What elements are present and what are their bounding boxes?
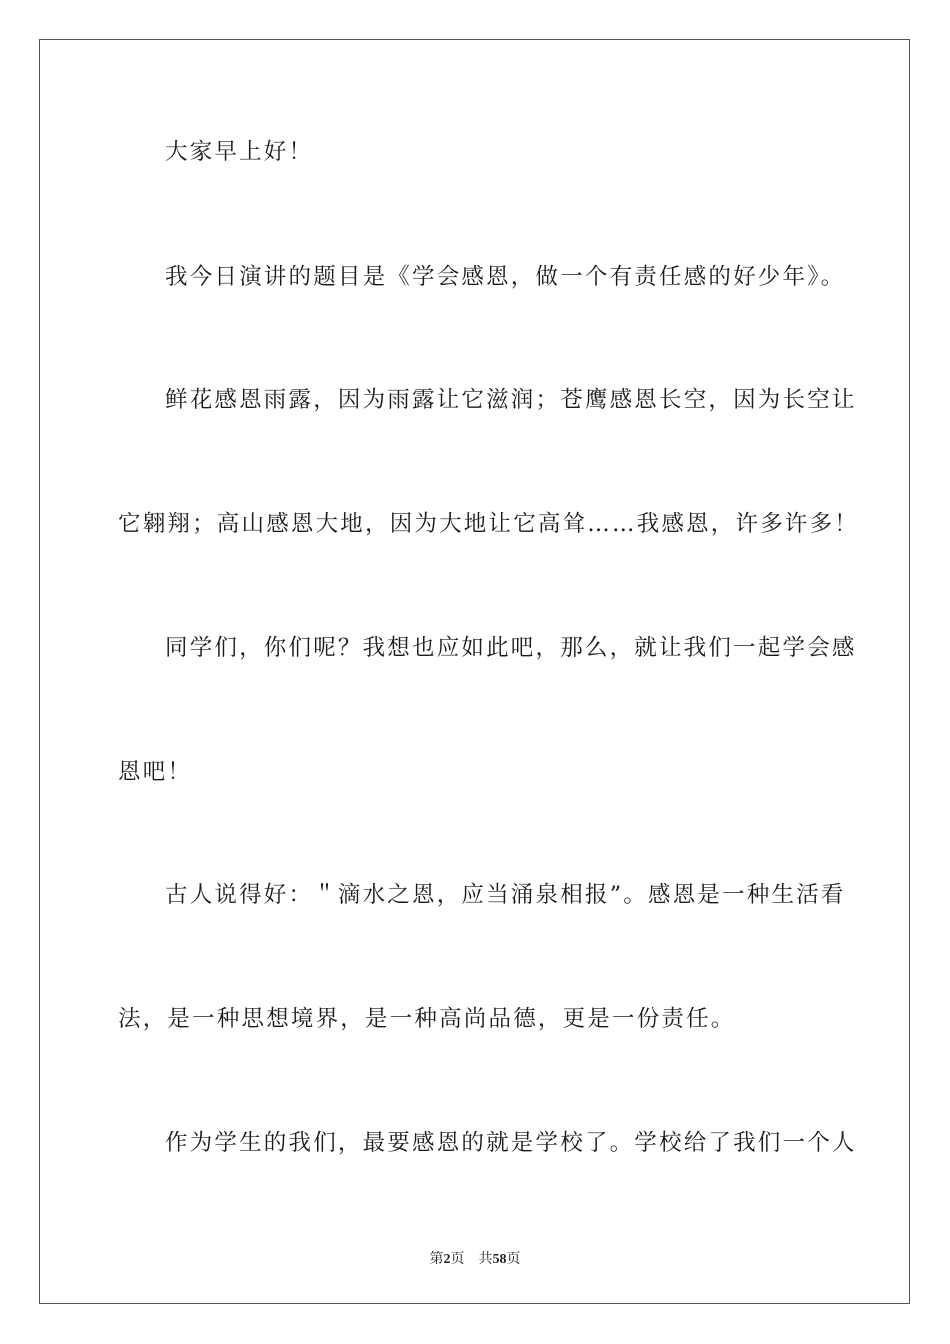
text-line-6: 恩吧！ (118, 759, 193, 785)
text-line-3: 鲜花感恩雨露，因为雨露让它滋润；苍鹰感恩长空，因为长空让 (165, 387, 857, 413)
text-line-8: 法，是一种思想境界，是一种高尚品德，更是一份责任。 (118, 1006, 736, 1032)
text-line-1: 大家早上好！ (165, 139, 314, 165)
text-line-4: 它翱翔；高山感恩大地，因为大地让它高耸……我感恩，许多许多！ (118, 511, 860, 537)
footer-total-pages: 58 (492, 1252, 507, 1267)
text-line-9: 作为学生的我们，最要感恩的就是学校了。学校给了我们一个人 (165, 1130, 857, 1156)
footer-page-prefix: 第 (429, 1251, 444, 1267)
text-line-5: 同学们，你们呢？我想也应如此吧，那么，就让我们一起学会感 (165, 635, 857, 661)
footer-page-number: 2 (443, 1252, 451, 1267)
footer-total-suffix: 页 (506, 1251, 521, 1267)
page-footer (0, 1248, 950, 1268)
footer-page-suffix: 页 (450, 1251, 465, 1267)
page-frame (39, 39, 910, 1304)
text-line-2: 我今日演讲的题目是《学会感恩，做一个有责任感的好少年》。 (165, 264, 846, 290)
footer-total-prefix: 共 (478, 1251, 493, 1267)
text-line-7: 古人说得好：＂滴水之恩，应当涌泉相报”。感恩是一种生活看 (165, 882, 846, 908)
